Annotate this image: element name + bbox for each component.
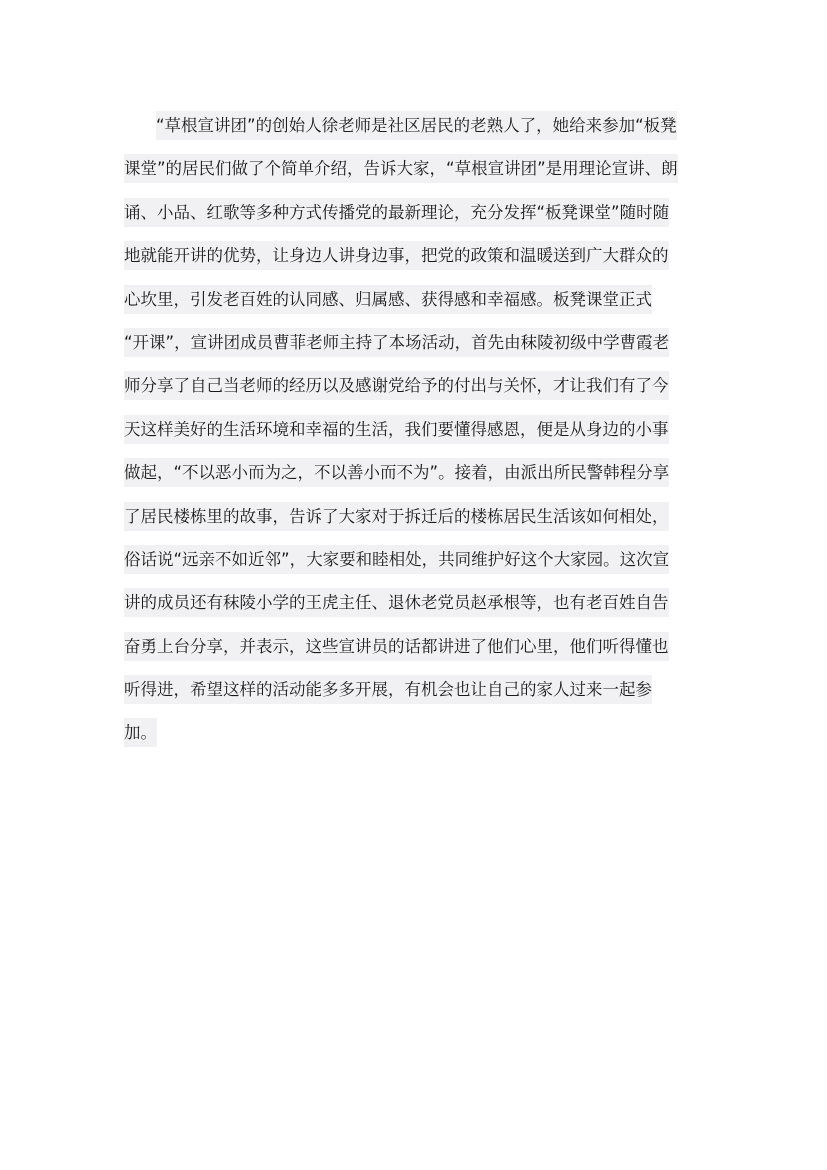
text-line-content: 加。 bbox=[124, 718, 157, 747]
text-line bbox=[124, 408, 704, 451]
text-line bbox=[124, 147, 704, 190]
text-line-content: 心坎里，引发老百姓的认同感、归属感、获得感和幸福感。板凳课堂正式 bbox=[124, 285, 652, 314]
text-line bbox=[124, 234, 704, 277]
text-line bbox=[124, 321, 704, 364]
text-line bbox=[124, 538, 704, 581]
text-line-content: 地就能开讲的优势，让身边人讲身边事，把党的政策和温暖送到广大群众的 bbox=[124, 241, 669, 270]
text-line-content: 俗话说“远亲不如近邻”，大家要和睦相处，共同维护好这个大家园。这次宣 bbox=[124, 545, 669, 574]
text-line bbox=[124, 625, 704, 668]
text-line-content: “草根宣讲团”的创始人徐老师是社区居民的老熟人了，她给来参加“板凳 bbox=[156, 111, 677, 140]
text-line-content: 做起，“不以恶小而为之，不以善小而不为”。接着，由派出所民警韩程分享 bbox=[124, 458, 669, 487]
body-paragraph bbox=[124, 104, 704, 755]
text-line-content: 课堂”的居民们做了个简单介绍，告诉大家，“草根宣讲团”是用理论宣讲、朗 bbox=[124, 154, 678, 183]
text-line bbox=[124, 364, 704, 407]
text-line bbox=[124, 104, 704, 147]
text-line-content: “开课”，宣讲团成员曹菲老师主持了本场活动，首先由秣陵初级中学曹霞老 bbox=[124, 328, 669, 357]
text-line-content: 师分享了自己当老师的经历以及感谢党给予的付出与关怀，才让我们有了今 bbox=[124, 371, 669, 400]
text-line-content: 了居民楼栋里的故事，告诉了大家对于拆迁后的楼栋居民生活该如何相处， bbox=[124, 502, 669, 531]
text-line bbox=[124, 668, 704, 711]
text-line-content: 天这样美好的生活环境和幸福的生活，我们要懂得感恩，便是从身边的小事 bbox=[124, 415, 669, 444]
text-line bbox=[124, 495, 704, 538]
text-line bbox=[124, 581, 704, 624]
text-line-content: 讲的成员还有秣陵小学的王虎主任、退休老党员赵承根等，也有老百姓自告 bbox=[124, 588, 669, 617]
text-line-content: 听得进，希望这样的活动能多多开展，有机会也让自己的家人过来一起参 bbox=[124, 675, 652, 704]
text-line bbox=[124, 451, 704, 494]
text-line-content: 诵、小品、红歌等多种方式传播党的最新理论，充分发挥“板凳课堂”随时随 bbox=[124, 198, 669, 227]
text-line bbox=[124, 191, 704, 234]
text-line bbox=[124, 711, 704, 754]
text-line bbox=[124, 278, 704, 321]
text-line-content: 奋勇上台分享，并表示，这些宣讲员的话都讲进了他们心里，他们听得懂也 bbox=[124, 632, 669, 661]
